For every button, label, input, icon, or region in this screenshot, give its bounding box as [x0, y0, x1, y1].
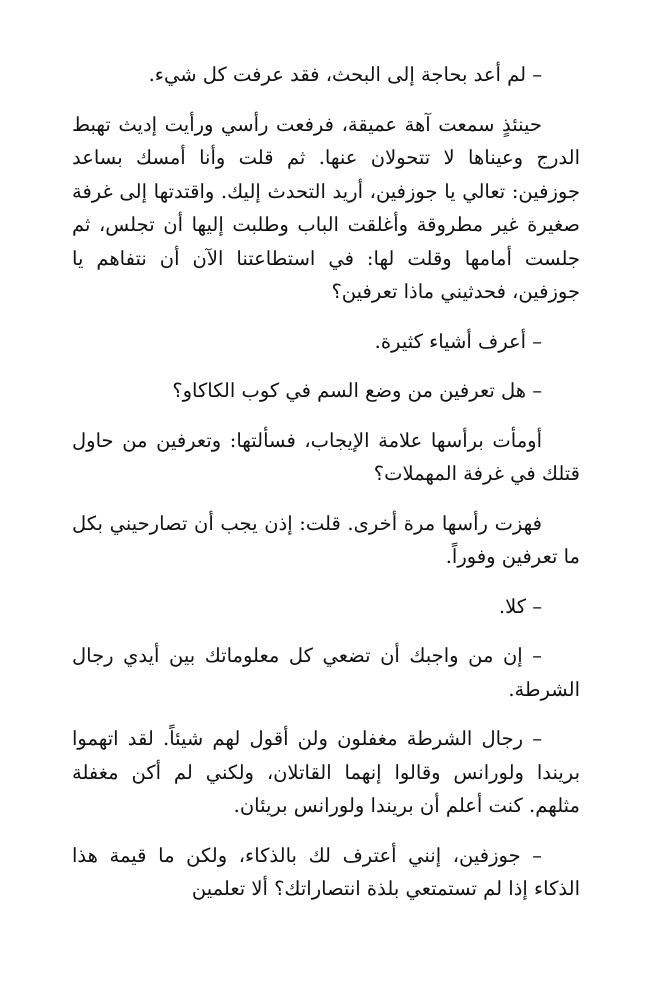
paragraph-2: حينئذٍ سمعت آهة عميقة، فرفعت رأسي ورأيت إديث تهبط الدرج وعيناها لا تتحولان عنها. ثم قلت وأنا أمسك بساعد جوزفين: تعالي يا جوزفين، أريد التحدث إليك. واقتدتها إلى غرفة صغيرة غير مطروقة وأغلقت الباب وطلبت إليها أن تجلس، ثم جلست أمامها وقلت لها: في استطاعتنا الآن أن نتفاهم يا جوزفين، فحدثيني ماذا تعرفين؟ — [72, 112, 580, 303]
paragraph-7: – كلا. — [498, 594, 542, 618]
paragraph-1: – لم أعد بحاجة إلى البحث، فقد عرفت كل شيء. — [148, 63, 542, 86]
paragraph-8: – إن من واجبك أن تضعي كل معلوماتك بين أيدي رجال الشرطة. — [72, 644, 580, 701]
paragraph-10: – جوزفين، إنني أعترف لك بالذكاء، ولكن ما قيمة هذا الذكاء إذا لم تستمتعي بلذة انتصاراتك؟ ألا تعلمين — [72, 843, 580, 900]
paragraph-9: – رجال الشرطة مغفلون ولن أقول لهم شيئاً. لقد اتهموا بريندا ولورانس وقالوا إنهما القاتلان، ولكني لم أكن مغفلة مثلهم. كنت أعلم أن بريندا ولورانس بريئان. — [72, 727, 580, 817]
paragraph-5: أومأت برأسها علامة الإيجاب، فسألتها: وتعرفين من حاول قتلك في غرفة المهملات؟ — [72, 428, 580, 485]
paragraph-3: – أعرف أشياء كثيرة. — [374, 329, 542, 353]
paragraph-6: فهزت رأسها مرة أخرى. قلت: إذن يجب أن تصارحيني بكل ما تعرفين وفوراً. — [72, 511, 580, 568]
paragraph-4: – هل تعرفين من وضع السم في كوب الكاكاو؟ — [172, 379, 542, 402]
